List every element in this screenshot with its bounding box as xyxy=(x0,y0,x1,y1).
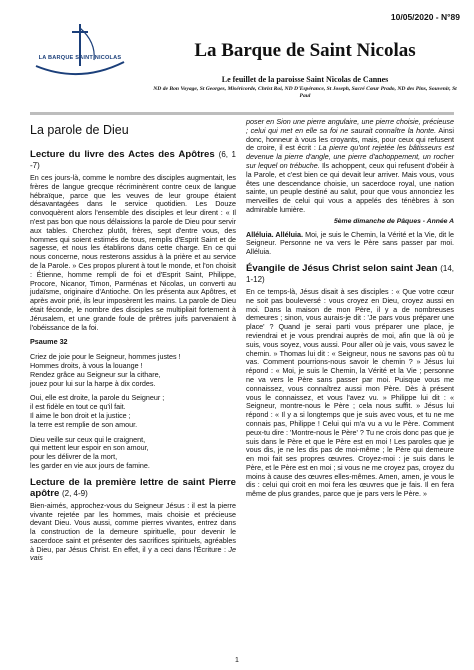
section-title: La parole de Dieu xyxy=(30,123,129,137)
parish-logo xyxy=(30,22,130,88)
alleluia xyxy=(246,231,454,257)
second-reading-text xyxy=(30,502,236,564)
scripture-quote: Je vais xyxy=(30,544,236,563)
second-reading-ref: (2, 4-9) xyxy=(62,488,88,498)
second-reading-title: Lecture de la première lettre de saint Pierre apôtre xyxy=(30,476,236,499)
first-reading-ref: (6, 1 -7) xyxy=(30,150,236,170)
alleluia-label: Alléluia. Alléluia. xyxy=(246,229,303,239)
second-reading-body: Bien-aimés, approchez-vous du Seigneur Jésus : il est la pierre vivante rejetée par les hommes, mais choisie et précieuse devant Dieu. Vous aussi, comme pierres vivantes, entrez dans la construction de la demeure spirituelle, pour devenir le sacerdoce saint et présenter des sacrifices spirituels, agréables à Dieu, par Jésus Christ. En effet, il y a ceci dans l'Écriture : xyxy=(30,500,236,554)
psalm-stanza: Dieu veille sur ceux qui le craignent, qui mettent leur espoir en son amour, pour les délivrer de la mort, les garder en vie aux jours de famine. xyxy=(30,434,150,470)
alleluia-text: Moi, je suis le Chemin, la Vérité et la Vie, dit le Seigneur. Personne ne va vers le Père sans passer par moi. Alléluia. xyxy=(246,229,454,257)
second-reading-body: Ainsi donc, honneur à vous les croyants, mais, pour ceux qui refusent de croire, il est écrit : xyxy=(246,125,454,153)
gospel-heading xyxy=(246,263,454,285)
second-reading-heading xyxy=(30,477,236,499)
first-reading-heading xyxy=(30,149,236,171)
psalm-title: Psaume 32 xyxy=(30,337,68,347)
header-divider xyxy=(30,112,454,115)
issue-date: 10/05/2020 - N°89 xyxy=(390,12,460,22)
gospel-title: Évangile de Jésus Christ selon saint Jean xyxy=(246,262,438,274)
left-column xyxy=(30,118,236,563)
logo-text: LA BARQUE SAINT NICOLAS xyxy=(38,55,122,61)
right-column xyxy=(246,118,454,499)
parish-list: ND de Bon Voyage, St Georges, Miséricorde, Christ Roi, ND D'Espérance, St Joseph, Sacré Cœur Prado, ND des Pins, Souvenir, St Paul xyxy=(153,86,457,99)
newsletter-subtitle: Le feuillet de la paroisse Saint Nicolas de Cannes xyxy=(221,75,389,84)
page-number: 1 xyxy=(235,657,239,664)
scripture-quote: poser en Sion une pierre angulaire, une pierre choisie, précieuse ; celui qui met en elle sa foi ne saurait connaître la honte. xyxy=(246,117,454,135)
psalm-stanza: Oui, elle est droite, la parole du Seigneur ; il est fidèle en tout ce qu'il fait. Il aime le bon droit et la justice ; la terre est remplie de son amour. xyxy=(30,393,165,429)
scripture-quote: La pierre qu'ont rejetée les bâtisseurs est devenue la pierre d'angle, une pierre d'achoppement, un rocher sur lequel on trébuche. xyxy=(246,143,454,170)
liturgical-sunday: 5ème dimanche de Pâques - Année A xyxy=(334,217,454,225)
psalm-stanza: Criez de joie pour le Seigneur, hommes justes ! Hommes droits, à vous la louange ! Rendez grâce au Seigneur sur la cithare, jouez pour lui sur la harpe à dix cordes. xyxy=(30,352,181,388)
first-reading-text: En ces jours-là, comme le nombre des disciples augmentait, les frères de langue grecque récriminèrent contre ceux de langue hébraïque, parce que les veuves de leur groupe étaient désavantagées dans le service quotidien. Les Douze convoquèrent alors l'ensemble des disciples et leur dirent : « Il n'est pas bon que nous délaissions la parole de Dieu pour servir aux tables. Cherchez plutôt, frères, sept d'entre vous, des hommes qui soient estimés de tous, remplis d'Esprit Saint et de sagesse, et nous les établirons dans cette charge. En ce qui nous concerne, nous resterons assidus à la prière et au service de la Parole. » Ces propos plurent à tout le monde, et l'on choisit : Étienne, homme rempli de foi et d'Esprit Saint, Philippe, Procore, Nicanor, Timon, Parménas et Nicolas, un converti au judaïsme, originaire d'Antioche. On les présenta aux Apôtres, et après avoir prié, ils leur imposèrent les mains. La parole de Dieu était féconde, le nombre des disciples se multipliait fortement à Jérusalem, et une grande foule de prêtres juifs parvenaient à l'obéissance de la foi. xyxy=(30,173,236,332)
second-reading-body: Ils achoppent, ceux qui refusent d'obéir à la Parole, et c'est bien ce qui devait leur arriver. Mais vous, vous êtes une descendance choisie, un sacerdoce royal, une nation sainte, un peuple destiné au salut, pour que vous annonciez les merveilles de celui qui vous a appelés des ténèbres à son admirable lumière. xyxy=(246,160,454,214)
gospel-ref: (14, 1-12) xyxy=(246,263,454,284)
newsletter-title: La Barque de Saint Nicolas xyxy=(194,40,416,61)
psalm-text xyxy=(30,353,236,471)
first-reading-title: Lecture du livre des Actes des Apôtres xyxy=(30,149,215,160)
second-reading-continued xyxy=(246,118,454,215)
gospel-text: En ce temps-là, Jésus disait à ses disciples : « Que votre cœur ne soit pas bouleversé : vous croyez en Dieu, croyez aussi en moi. Dans la maison de mon Père, il y a de nombreuses demeures ; sinon, vous aurais-je dit : 'Je pars vous préparer une place' ? Quand je serai parti vous préparer une place, je reviendrai et je vous prendrai auprès de moi, afin que là où je suis, vous soyez, vous aussi. Pour aller où je vais, vous savez le chemin. » Thomas lui dit : « Seigneur, nous ne savons pas où tu vas. Comment pourrions-nous savoir le chemin ? » Jésus lui répond : « Moi, je suis le Chemin, la Vérité et la Vie ; personne ne va vers le Père sans passer par moi. Puisque vous me connaissez, vous connaîtrez aussi mon Père. Dès à présent vous le connaissez, et vous l'avez vu. » Philippe lui dit : « Seigneur, montre-nous le Père ; cela nous suffit. » Jésus lui répond : « Il y a si longtemps que je suis avec vous, et tu ne me connais pas, Philippe ! Celui qui m'a vu a vu le Père. Comment peux-tu dire : 'Montre-nous le Père' ? Tu ne crois donc pas que je suis dans le Père et que le Père est en moi ! Les paroles que je vous dis, je ne les dis pas de moi-même ; le Père qui demeure en moi fait ses propres œuvres. Croyez-moi : je suis dans le Père, et le Père est en moi ; si vous ne me croyez pas, croyez du moins à cause des œuvres elles-mêmes. Amen, amen, je vous le dis : celui qui croit en moi fera les œuvres que je fais. Il en fera même de plus grandes, parce que je pars vers le Père. » xyxy=(246,286,454,499)
